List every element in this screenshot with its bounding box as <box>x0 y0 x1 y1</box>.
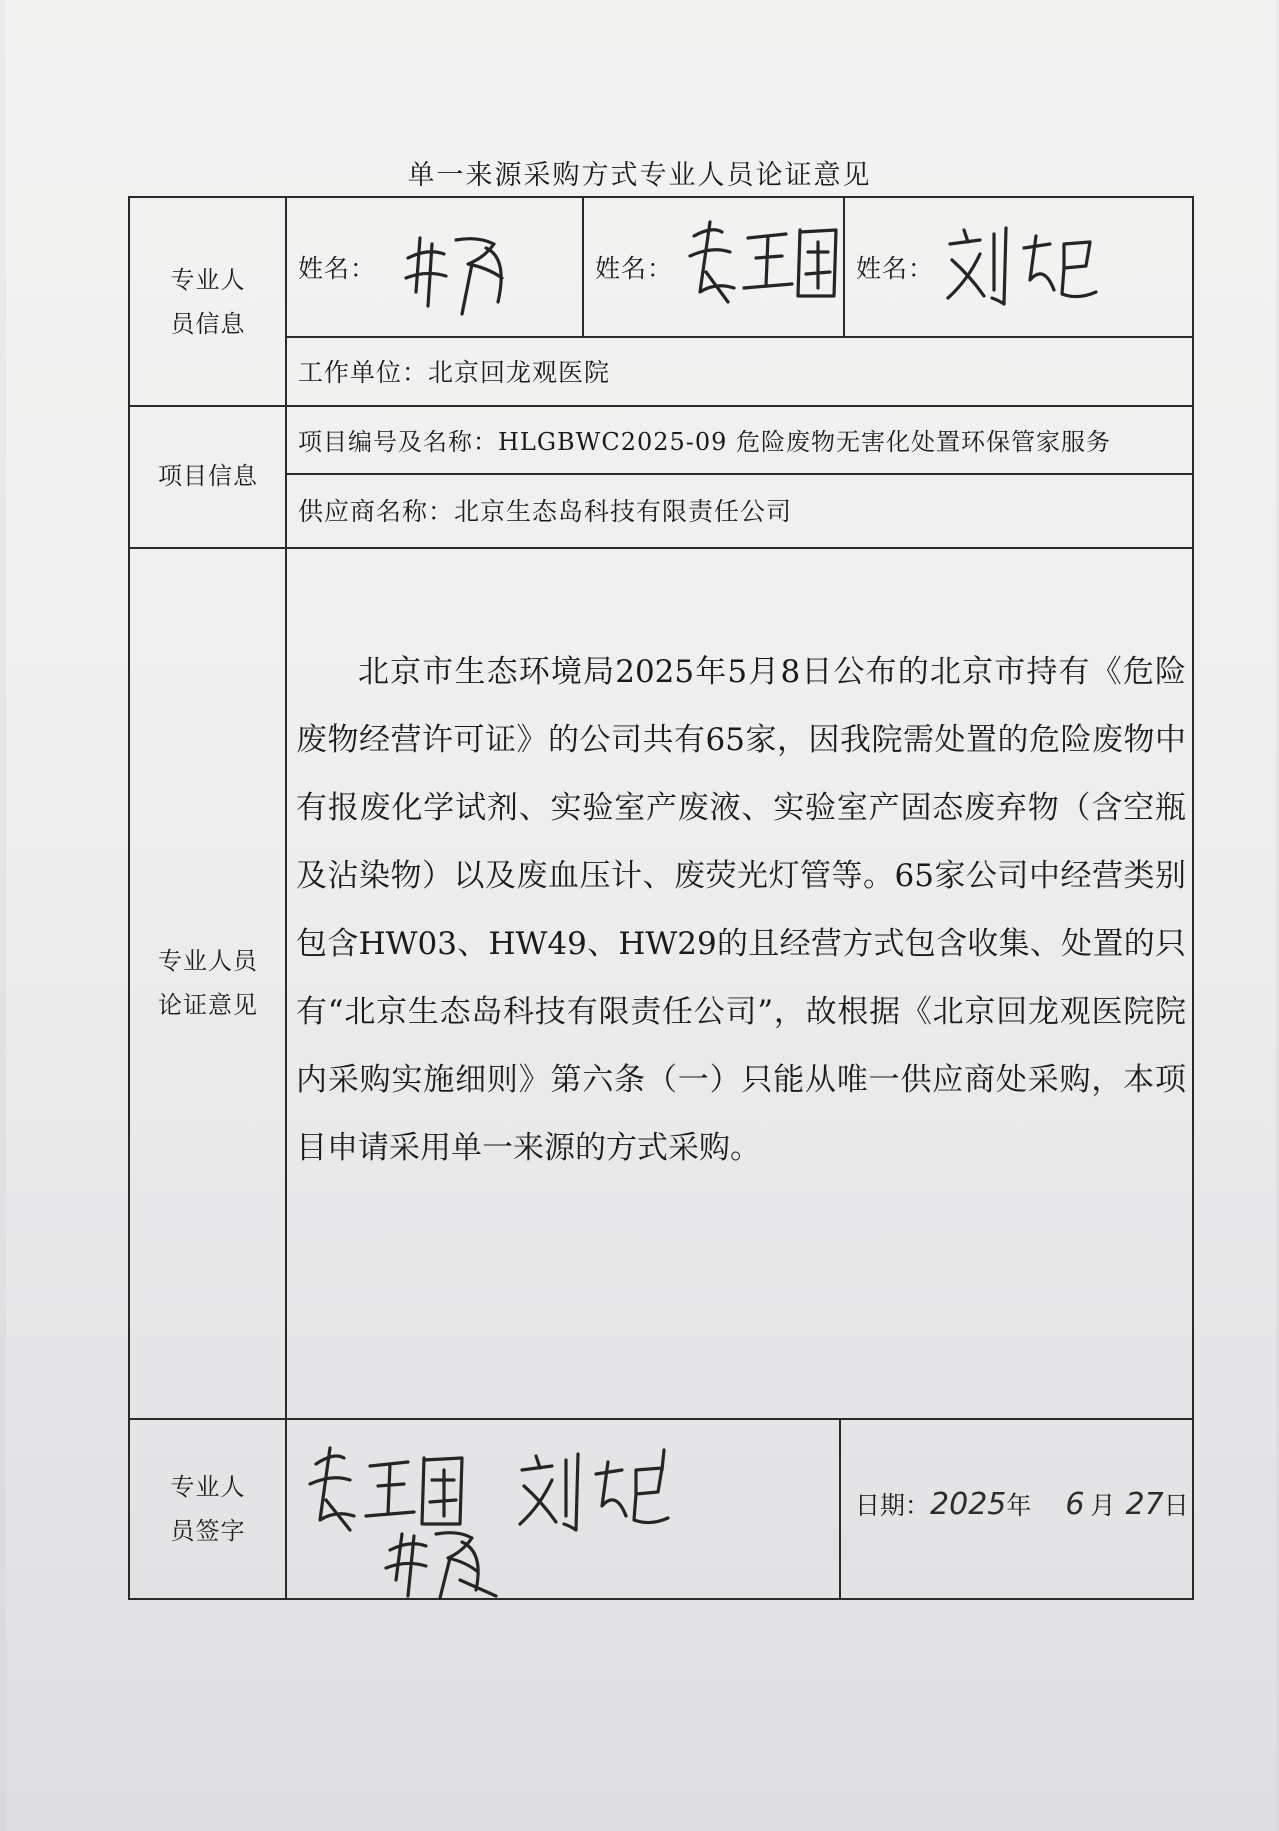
handwritten-signature-3 <box>940 220 1100 310</box>
opinion-paragraph: 北京市生态环境局2025年5月8日公布的北京市持有《危险废物经营许可证》的公司共有65家，因我院需处置的危险废物中有报废化学试剂、实验室产废液、实验室产固态废弃物（含空瓶及沾染物）以及废血压计、废荧光灯管等。65家公司中经营类别包含HW03、HW49、HW29的且经营方式包含收集、处置的只有“北京生态岛科技有限责任公司”，故根据《北京回龙观医院院内采购实施细则》第六条（一）只能从唯一供应商处采购，本项目申请采用单一来源的方式采购。 <box>296 654 1186 1166</box>
date-year-suffix: 年 <box>1006 1491 1032 1520</box>
date-year: 2025 <box>930 1487 1007 1522</box>
document-title: 单一来源采购方式专业人员论证意见 <box>407 160 872 191</box>
handwritten-signature-2 <box>682 212 842 312</box>
signing-date <box>855 1486 1189 1522</box>
handwritten-signature-1 <box>398 218 518 318</box>
opinion-text <box>296 638 1186 1182</box>
project-number-name: 项目编号及名称：HLGBWC2025-09 危险废物无害化处置环保管家服务 <box>298 427 1112 456</box>
row-divider <box>130 1418 1194 1420</box>
work-unit: 工作单位：北京回龙观医院 <box>298 357 611 387</box>
handwritten-signature-block <box>300 1430 700 1600</box>
name-label: 姓名： <box>298 254 377 283</box>
date-column-divider <box>839 1418 841 1600</box>
supplier-name: 供应商名称：北京生态岛科技有限责任公司 <box>298 497 793 526</box>
name-field-3 <box>856 198 934 336</box>
name-column-divider <box>843 198 845 336</box>
name-field-1 <box>298 198 376 336</box>
date-day-suffix: 日 <box>1163 1491 1189 1520</box>
name-field-2 <box>595 198 673 336</box>
date-label: 日期： <box>855 1491 931 1520</box>
project-info-label: 项目信息 <box>158 462 258 490</box>
opinion-label: 专业人员论证意见 <box>158 946 258 1019</box>
date-month: 6 <box>1065 1487 1085 1522</box>
name-label: 姓名： <box>856 254 935 283</box>
date-day: 27 <box>1125 1487 1164 1522</box>
personnel-info-label: 专业人员信息 <box>170 265 246 338</box>
row-divider <box>130 547 1194 549</box>
name-column-divider <box>582 198 584 336</box>
opinion-form <box>128 196 1194 1600</box>
name-label: 姓名： <box>595 254 674 283</box>
date-month-suffix: 月 <box>1090 1491 1116 1520</box>
signature-label: 专业人员签字 <box>170 1473 246 1545</box>
